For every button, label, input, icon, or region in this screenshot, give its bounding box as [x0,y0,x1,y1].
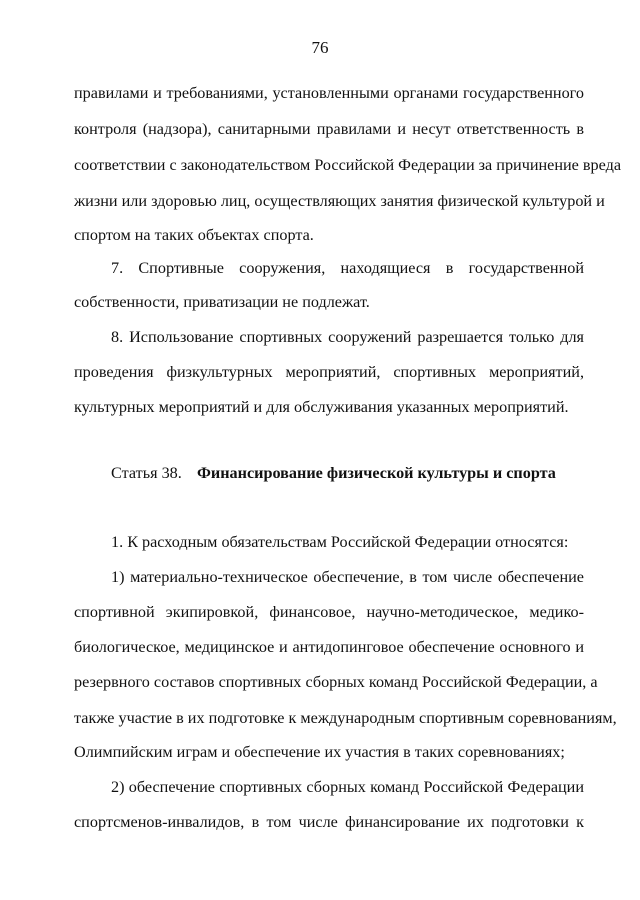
text-line: спортом на таких объектах спорта. [74,226,314,244]
text-line: спортивной экипировкой, финансовое, научно-методическое, медико- [74,603,584,621]
text-line: жизни или здоровью лиц, осуществляющих занятия физической культурой и [74,192,605,210]
item-2-line: 2) обеспечение спортивных сборных команд Российской Федерации [111,778,584,796]
text-line: соответствии с законодательством Российской Федерации за причинение вреда [74,156,622,174]
article-heading [111,463,591,483]
page-number: 76 [311,38,329,57]
text-line: правилами и требованиями, установленными органами государственного [74,84,584,102]
text-line: также участие в их подготовке к международным спортивным соревнованиям, [74,709,617,727]
paragraph-7-line: 7. Спортивные сооружения, находящиеся в государственной [111,259,584,277]
text-line: проведения физкультурных мероприятий, спортивных мероприятий, [74,363,584,381]
item-1-line: 1) материально-техническое обеспечение, в том числе обеспечение [111,568,584,586]
text-line: Олимпийским играм и обеспечение их участия в таких соревнованиях; [74,743,565,761]
paragraph-1-line: 1. К расходным обязательствам Российской Федерации относятся: [111,533,569,551]
text-line: контроля (надзора), санитарными правилами и несут ответственность в [74,120,584,138]
paragraph-8-line: 8. Использование спортивных сооружений разрешается только для [111,328,584,346]
text-line: собственности, приватизации не подлежат. [74,293,370,311]
text-line: биологическое, медицинское и антидопинговое обеспечение основного и [74,638,584,656]
text-line: культурных мероприятий и для обслуживания указанных мероприятий. [74,398,569,416]
article-label: Статья 38. [111,464,182,482]
text-line: резервного составов спортивных сборных команд Российской Федерации, а [74,673,598,691]
text-line: спортсменов-инвалидов, в том числе финансирование их подготовки к [74,813,584,831]
article-title: Финансирование физической культуры и спорта [197,464,556,482]
